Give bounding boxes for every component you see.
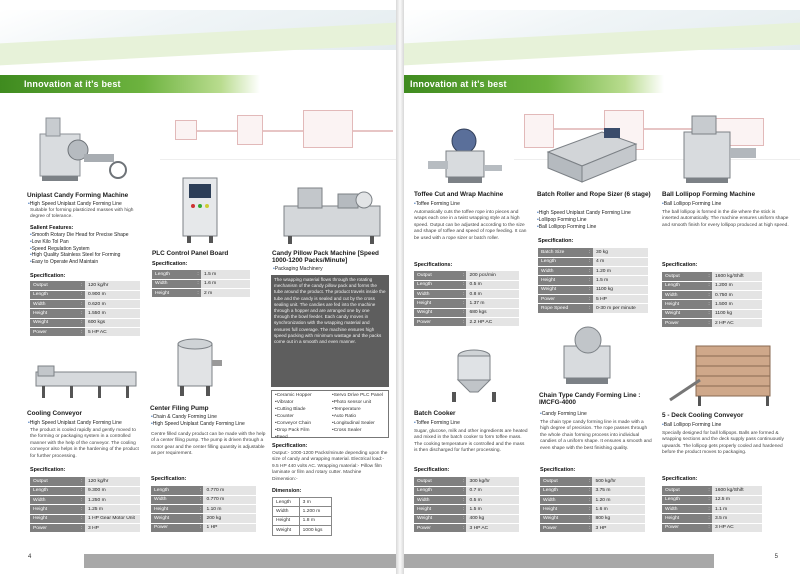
cooker-spec-title: Specification: (414, 467, 450, 473)
spec-row: Width : 1.1 m (662, 505, 762, 514)
spec-row: Width : 0.8 m (414, 290, 519, 299)
spine (396, 0, 404, 574)
spec-row: Length : 0.770 m (151, 486, 256, 495)
dim-row: Height 1.8 m (273, 516, 332, 525)
section-banner (404, 75, 664, 93)
batch-roller-image (542, 122, 642, 188)
batch-title: Batch Roller and Rope Sizer (6 stage) (537, 191, 651, 198)
spec-row: Height : 1.10 m (151, 505, 256, 514)
plc-spec-table (152, 270, 250, 298)
spec-row: Output : 1600 kg/Shift (662, 272, 762, 281)
spec-row: Weight : 1100 kg (662, 309, 762, 318)
deck-title: 5 - Deck Cooling Conveyor (662, 412, 744, 419)
banner-text: Innovation at it's best (24, 79, 121, 89)
spec-row: Length : 3.75 m (540, 486, 645, 495)
center-title: Center Filing Pump (150, 405, 209, 412)
spec-row: Width : 1.250 m (30, 496, 140, 505)
spec-row: Width : 1.20 m (540, 496, 645, 505)
cooling-bullets: • High Speed Uniplast Candy Forming Line (28, 420, 148, 427)
chain-spec-title: Specification: (540, 467, 576, 473)
spec-row: Power : 3 HP AC (662, 523, 762, 532)
uniplast-machine-image (32, 112, 132, 187)
spec-row: Height : 1 HP Gear Motor Unit (30, 514, 140, 523)
center-desc: Centre filled candy product can be made with the help of a center filing pump. The pump is driven through a motor gear and the center filling quantity is adjustable as per requirement. (151, 432, 266, 457)
spec-row: Output : 120 kg/hr (30, 281, 140, 290)
batch-spec-table (538, 248, 648, 314)
ball-lollipop-image (674, 112, 764, 188)
spec-row: Power : 5 HP AC (30, 327, 140, 336)
pillow-bullets: • Packaging Machinery (273, 266, 323, 273)
batch-bullets: • High Speed Uniplast Candy Forming Line • Lollipop Forming Line • Ball Lollipop Forming Line (537, 210, 657, 230)
pillow-title: Candy Pillow Pack Machine [Speed 1000-1200 Packs/Minute] (272, 250, 379, 265)
spec-row: Height : 1.550 m (30, 309, 140, 318)
pillow-spec-text: Output:- 1000-1200 Packs/minute depending upon the size of candy and wrapping material. Electrical load:- 9.5 HP 440 volts AC. Wrapping material:- Pillow film laminate or film and rotary cutter. Machine Dimension:- (272, 451, 388, 482)
uniplast-features: • Smooth Rotary Die Head for Precise Shape • Low Kilo Tol Pan • Speed Regulation System • High Quality Stainless Steel for Forming • Easy to Operate And Maintain (30, 232, 140, 266)
chain-desc: The chain type candy forming line is made with a high degree of precision. The rope passes through the whole chain forming process into individual candies of a uniform shape. It ensures a smooth and even shape with the best finishing quality. (540, 420, 652, 451)
spec-row: Height : 1.37 m (414, 299, 519, 308)
spec-row: Power : 3 HP (30, 523, 140, 532)
plc-panel-image (175, 174, 225, 246)
spec-row: Weight : 800 kg (540, 514, 645, 523)
cooling-desc: The product is cooled rapidly and gently moved to the forming or packaging system in a controlled manner with the help of the conveyor. The cooling conveyor also helps in the hardening of the product for further processing. (30, 428, 139, 459)
toffee-bullets: • Toffee Forming Line (414, 201, 460, 208)
uniplast-features-title: Salient Features: (30, 225, 74, 231)
pillow-features-box: • Ceramic Hopper • Vibrator • Cutting Blade • Counter • Conveyor Chain • Drop Pack Film • Feed • Servo Drive PLC Panel • Photo sensor unit • Temperature • Auto Ratio • Longitudinal Sealer • Cross Sealer (271, 390, 389, 438)
uniplast-title: Uniplast Candy Forming Machine (27, 192, 129, 199)
center-pump-image (168, 330, 228, 400)
chain-bullets: • Candy Forming Line (540, 411, 587, 418)
plc-spec-title: Specification: (152, 261, 188, 267)
spec-row: Batch Size : 30 kg (538, 248, 648, 257)
page-number-right: 5 (774, 554, 778, 560)
header-swoosh (0, 0, 396, 60)
batch-cooker-image (444, 342, 504, 404)
spec-row: Length : 0.900 m (30, 290, 140, 299)
ball-spec-table (662, 272, 762, 328)
center-bullets: • Chain & Candy Forming Line • High Speed Uniplast Candy Forming Line (151, 414, 267, 428)
pillow-spec-title: Specification: (272, 443, 308, 449)
banner-text: Innovation at it's best (410, 79, 507, 89)
spec-row: Length : 0.5 m (414, 280, 519, 289)
cooling-spec-title: Specification: (30, 467, 66, 473)
spec-row: Length : 4 m (538, 257, 648, 266)
spec-row: Width : 0.750 m (662, 291, 762, 300)
spec-row: Power : 2.2 HP AC (414, 317, 519, 326)
dim-row: Length 3 m (273, 498, 332, 507)
dim-row: Weight 1000 kgs (273, 526, 332, 535)
spec-row: Height : 1.5 m (538, 276, 648, 285)
deck-spec-table (662, 486, 762, 533)
toffee-spec-title: Specifications: (414, 262, 453, 268)
line-sketch (160, 100, 396, 160)
spec-row: Height : 1.6 m (540, 505, 645, 514)
spec-row: Height : 1.5 m (414, 505, 519, 514)
cooker-spec-table (414, 477, 519, 533)
dim-row: Width 1.200 m (273, 507, 332, 516)
spec-row: Weight : 600 kgs (30, 318, 140, 327)
cooling-spec-table (30, 477, 140, 533)
spec-row: Height : 3.5 m (662, 514, 762, 523)
plc-title: PLC Control Panel Board (152, 250, 229, 257)
header-swoosh (404, 0, 800, 60)
page-number-left: 4 (28, 554, 32, 560)
spec-row: Power : 3 HP AC (414, 523, 519, 532)
spec-row: Power : 3 HP (540, 523, 645, 532)
toffee-title: Toffee Cut and Wrap Machine (414, 191, 504, 198)
deck-bullets: • Ball Lollipop Forming Line (662, 422, 721, 429)
uniplast-spec-table (30, 281, 140, 337)
chain-candy-image (554, 322, 624, 388)
spec-row: Weight : 200 kg (151, 514, 256, 523)
spec-row: Power : 5 HP (538, 294, 648, 303)
spec-row: Rope Speed : 0-30 m per minute (538, 304, 648, 313)
cooker-bullets: • Toffee Forming Line (414, 420, 460, 427)
chain-title: Chain Type Candy Forming Line : IMCFG-4000 (539, 392, 641, 407)
uniplast-bullets: • High Speed Uniplast Candy Forming Line (28, 201, 148, 208)
pillow-desc: The wrapping material flows through the rotating mechanism of the candy pillow pack and forms the tube around the product. The product travels inside the tube and the candy is sealed and cut by the cross sealing unit. The candies are fed into the machine through a hopper and are arranged one by one through the bowl feeder. Each candy moves in synchronization with the wrapping material and ensures full coverage. The machine ensures high speed packing with minimum wastage and the packs come out in a smooth and even manner. (274, 277, 386, 344)
spec-row: Output : 200 pcs/min (414, 271, 519, 280)
uniplast-spec-title: Specification: (30, 273, 66, 279)
cooling-conveyor-image (30, 358, 145, 403)
spec-row: Width : 1.20 m (538, 267, 648, 276)
deck-desc: Specially designed for ball lollipops. Balls are formed & wrapping sections and the deck supply pass continuously upwards. The lollipop gets properly cooled and hardened before the product moves to packaging. (662, 431, 784, 456)
spec-row: Width : 0.620 m (30, 300, 140, 309)
deck-conveyor-image (666, 340, 776, 408)
toffee-machine-image (424, 125, 506, 187)
cooker-desc: Sugar, glucose, milk and other ingredients are heated and mixed in the batch cooker to form toffee mass. The cooking temperature is controlled and the mass is then discharged for further processing. (414, 429, 528, 454)
spec-row: Length : 12.5 m (662, 495, 762, 504)
spec-row: Weight : 400 kg (414, 514, 519, 523)
spec-row: Height : 1.500 m (662, 300, 762, 309)
pillow-pack-image (278, 180, 388, 246)
spec-row: Width : 0.5 m (414, 496, 519, 505)
ball-title: Ball Lollipop Forming Machine (662, 191, 756, 198)
deck-spec-title: Specification: (662, 476, 698, 482)
spec-row: Weight : 680 kgs (414, 308, 519, 317)
spec-row: Length : 9.300 m (30, 486, 140, 495)
left-page (0, 0, 396, 574)
spec-row: Output : 120 kg/hr (30, 477, 140, 486)
spec-row: Height : 1.25 m (30, 505, 140, 514)
spec-row: Length : 1.200 m (662, 281, 762, 290)
spec-row: Power : 1 HP (151, 523, 256, 532)
toffee-spec-table (414, 271, 519, 327)
uniplast-desc: Suitable for forming plasticized masses with high degree of tolerance. (30, 208, 134, 220)
pillow-dim-table (272, 497, 332, 536)
footer-bar-left (84, 554, 396, 568)
pillow-dim-title: Dimension: (272, 488, 302, 494)
spec-row: Length : 1.5 m (152, 270, 250, 279)
spec-row: Width : 1.6 m (152, 279, 250, 288)
chain-spec-table (540, 477, 645, 533)
right-page (404, 0, 800, 574)
spec-row: Output : 1600 kg/Shift (662, 486, 762, 495)
ball-bullets: • Ball Lollipop Forming Line (662, 201, 721, 208)
toffee-desc: Automatically cuts the toffee rope into pieces and wraps each one in a twist wrapping style at a high speed. Output can be adjusted according to the size and shape of toffee and speed of rope feeding. It can be used with a rope sizer or batch roller. (414, 210, 527, 241)
spec-row: Length : 0.7 m (414, 486, 519, 495)
footer-bar-right (404, 554, 714, 568)
ball-desc: The ball lollipop is formed in the die where the stick is inserted automatically. The machine ensures uniform shape and smooth finish for every lollipop produced at high speed. (662, 210, 789, 228)
cooling-title: Cooling Conveyor (27, 410, 83, 417)
spec-row: Output : 500 kg/hr (540, 477, 645, 486)
ball-spec-title: Specification: (662, 262, 698, 268)
center-spec-table (151, 486, 256, 533)
spec-row: Weight : 1100 kg (538, 285, 648, 294)
section-banner (0, 75, 260, 93)
spec-row: Width : 0.770 m (151, 495, 256, 504)
cooker-title: Batch Cooker (414, 410, 456, 417)
batch-spec-title: Specification: (538, 238, 574, 244)
spec-row: Output : 300 kg/hr (414, 477, 519, 486)
spec-row: Power : 2 HP AC (662, 318, 762, 327)
center-spec-title: Specification: (151, 476, 187, 482)
spec-row: Height : 2 m (152, 289, 250, 298)
